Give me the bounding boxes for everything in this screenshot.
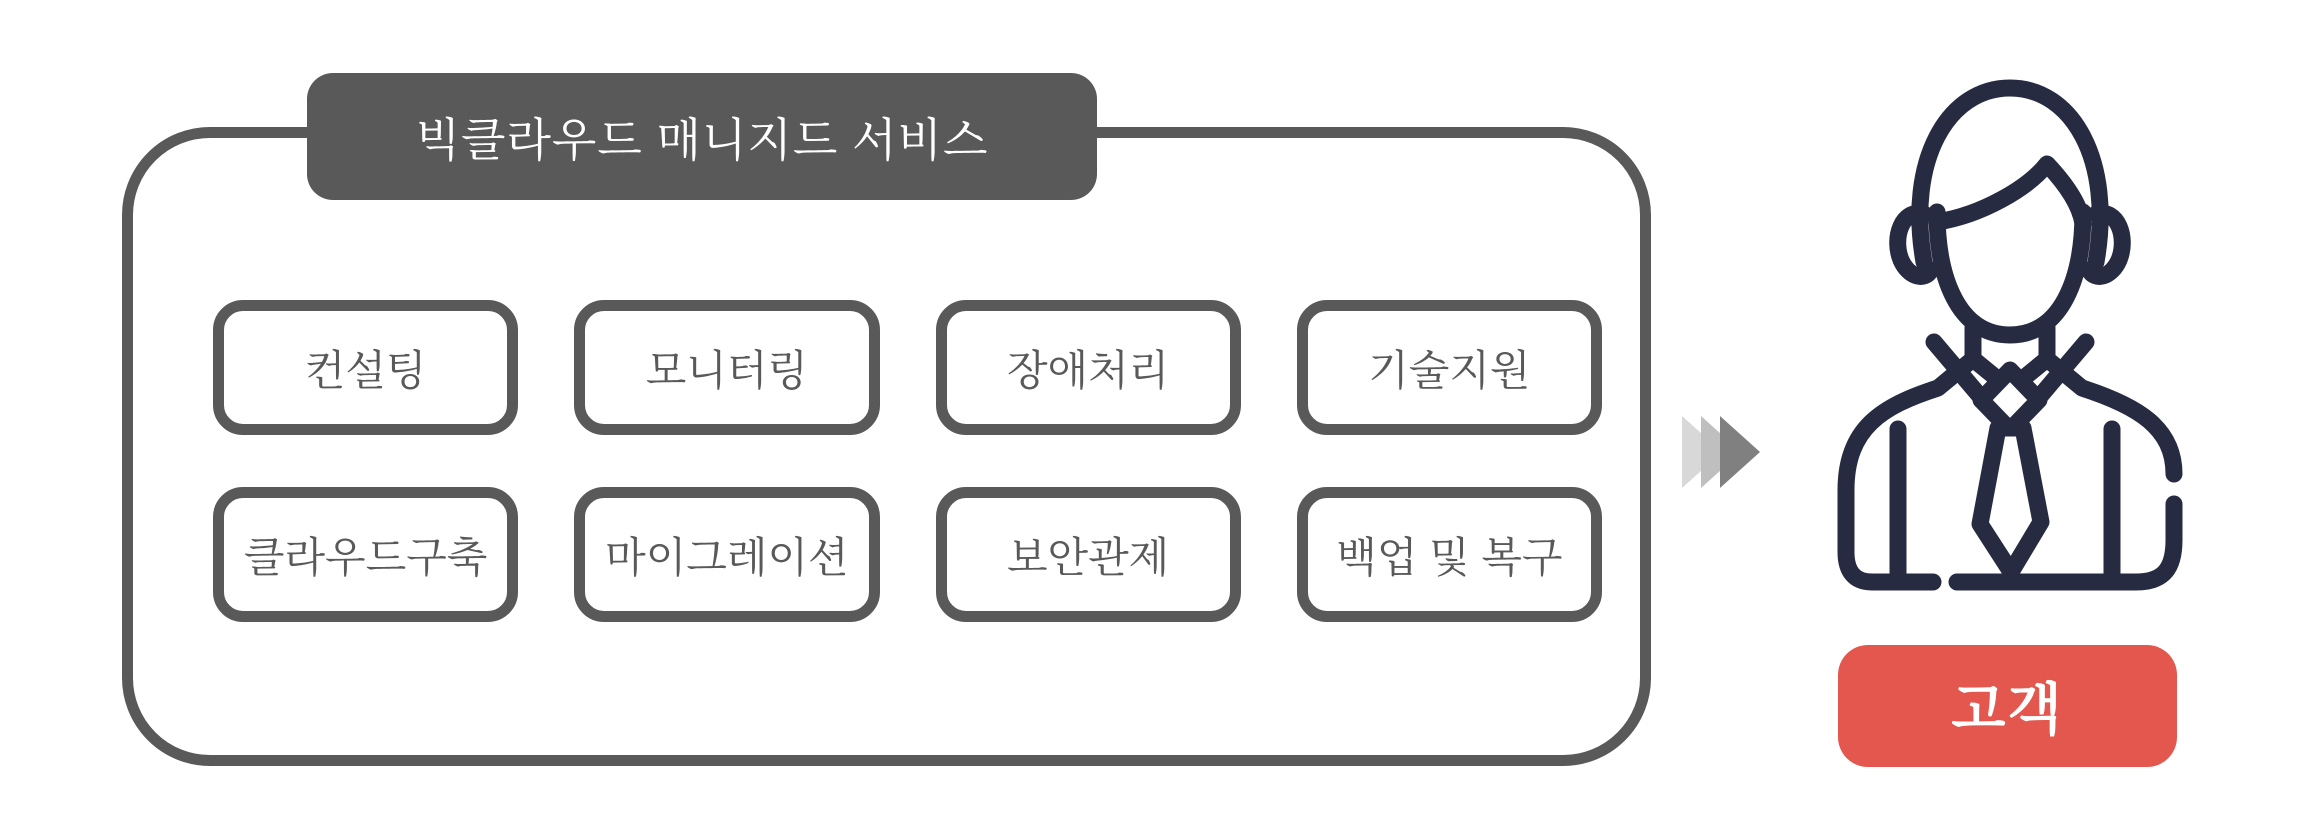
service-box-incident: 장애처리 bbox=[936, 300, 1241, 435]
service-box-consulting: 컨설팅 bbox=[213, 300, 518, 435]
service-box-tech-support: 기술지원 bbox=[1297, 300, 1602, 435]
group-title-banner: 빅클라우드 매니지드 서비스 bbox=[307, 73, 1097, 200]
services-grid bbox=[213, 300, 1602, 622]
services-row-1 bbox=[213, 300, 1602, 435]
customer-badge: 고객 bbox=[1838, 645, 2177, 767]
service-box-monitoring: 모니터링 bbox=[574, 300, 879, 435]
services-row-2 bbox=[213, 487, 1602, 622]
service-box-security: 보안관제 bbox=[936, 487, 1241, 622]
triple-chevron-right-icon bbox=[1682, 416, 1760, 488]
service-box-cloud-build: 클라우드구축 bbox=[213, 487, 518, 622]
service-box-backup: 백업 및 복구 bbox=[1297, 487, 1602, 622]
service-box-migration: 마이그레이션 bbox=[574, 487, 879, 622]
businessman-icon bbox=[1830, 72, 2190, 612]
